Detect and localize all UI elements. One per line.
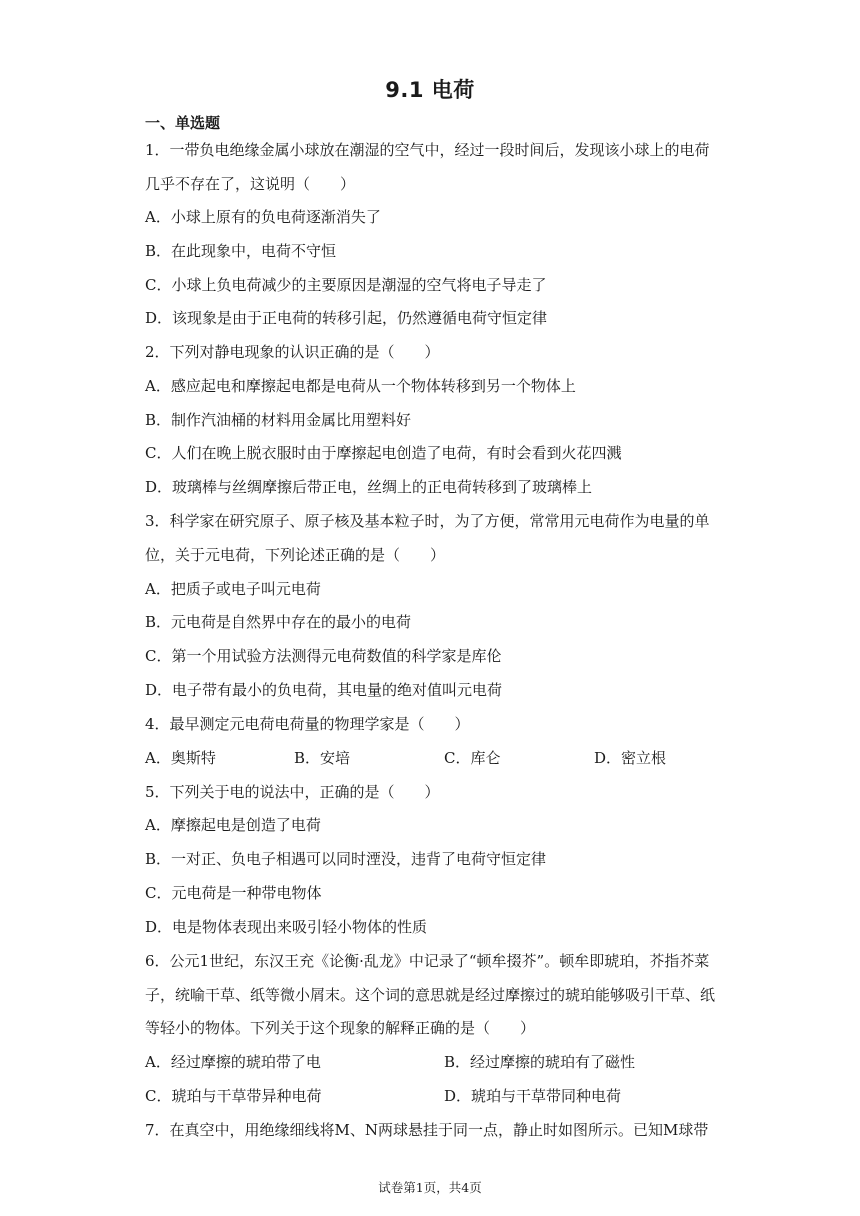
question-1-stem-line-2: 几乎不存在了，这说明（ ） — [145, 175, 356, 193]
question-2-option-c: C．人们在晚上脱衣服时由于摩擦起电创造了电荷，有时会看到火花四溅 — [145, 444, 622, 462]
question-6-option-c: C．琥珀与干草带异种电荷 — [145, 1087, 322, 1105]
question-3-stem-line-1: 3．科学家在研究原子、原子核及基本粒子时，为了方便，常常用元电荷作为电量的单 — [145, 512, 710, 530]
question-4-stem: 4．最早测定元电荷电荷量的物理学家是（ ） — [145, 715, 470, 733]
section-heading: 一、单选题 — [145, 114, 221, 132]
question-4-option-d: D．密立根 — [594, 749, 667, 767]
question-3-option-b: B．元电荷是自然界中存在的最小的电荷 — [145, 613, 412, 631]
question-2-stem: 2．下列对静电现象的认识正确的是（ ） — [145, 343, 440, 361]
question-5-option-a: A．摩擦起电是创造了电荷 — [145, 816, 321, 834]
question-6-option-b: B．经过摩擦的琥珀有了磁性 — [444, 1053, 636, 1071]
question-4-option-b: B．安培 — [294, 749, 351, 767]
question-3-option-a: A．把质子或电子叫元电荷 — [145, 580, 321, 598]
question-1-option-c: C．小球上负电荷减少的主要原因是潮湿的空气将电子导走了 — [145, 276, 547, 294]
question-1-option-a: A．小球上原有的负电荷逐渐消失了 — [145, 208, 381, 226]
question-5-option-b: B．一对正、负电子相遇可以同时湮没，违背了电荷守恒定律 — [145, 850, 547, 868]
question-2-option-a: A．感应起电和摩擦起电都是电荷从一个物体转移到另一个物体上 — [145, 377, 576, 395]
question-6-stem-line-3: 等轻小的物体。下列关于这个现象的解释正确的是（ ） — [145, 1019, 536, 1037]
question-4-option-a: A．奥斯特 — [145, 749, 216, 767]
question-1-stem-line-1: 1．一带负电绝缘金属小球放在潮湿的空气中，经过一段时间后，发现该小球上的电荷 — [145, 141, 710, 159]
question-6-stem-line-1: 6．公元1世纪，东汉王充《论衡·乱龙》中记录了“顿牟掇芥”。顿牟即琥珀，芥指芥菜 — [145, 952, 710, 970]
question-2-option-d: D．玻璃棒与丝绸摩擦后带正电，丝绸上的正电荷转移到了玻璃棒上 — [145, 478, 593, 496]
question-6-option-d: D．琥珀与干草带同种电荷 — [444, 1087, 622, 1105]
question-4-option-c: C．库仑 — [444, 749, 501, 767]
question-6-stem-line-2: 子，统喻干草、纸等微小屑末。这个词的意思就是经过摩擦过的琥珀能够吸引干草、纸 — [145, 986, 716, 1004]
question-5-option-c: C．元电荷是一种带电物体 — [145, 884, 322, 902]
question-3-option-d: D．电子带有最小的负电荷，其电量的绝对值叫元电荷 — [145, 681, 503, 699]
question-1-option-d: D．该现象是由于正电荷的转移引起，仍然遵循电荷守恒定律 — [145, 309, 548, 327]
question-6-option-a: A．经过摩擦的琥珀带了电 — [145, 1053, 321, 1071]
question-5-option-d: D．电是物体表现出来吸引轻小物体的性质 — [145, 918, 428, 936]
question-7-stem: 7．在真空中，用绝缘细线将M、N两球悬挂于同一点，静止时如图所示。已知M球带 — [145, 1121, 709, 1139]
question-5-stem: 5．下列关于电的说法中，正确的是（ ） — [145, 783, 440, 801]
question-3-option-c: C．第一个用试验方法测得元电荷数值的科学家是库伦 — [145, 647, 502, 665]
page-title: 9.1 电荷 — [385, 78, 475, 102]
question-1-option-b: B．在此现象中，电荷不守恒 — [145, 242, 337, 260]
question-2-option-b: B．制作汽油桶的材料用金属比用塑料好 — [145, 411, 412, 429]
question-3-stem-line-2: 位，关于元电荷，下列论述正确的是（ ） — [145, 546, 446, 564]
page-footer: 试卷第1页，共4页 — [378, 1180, 482, 1195]
